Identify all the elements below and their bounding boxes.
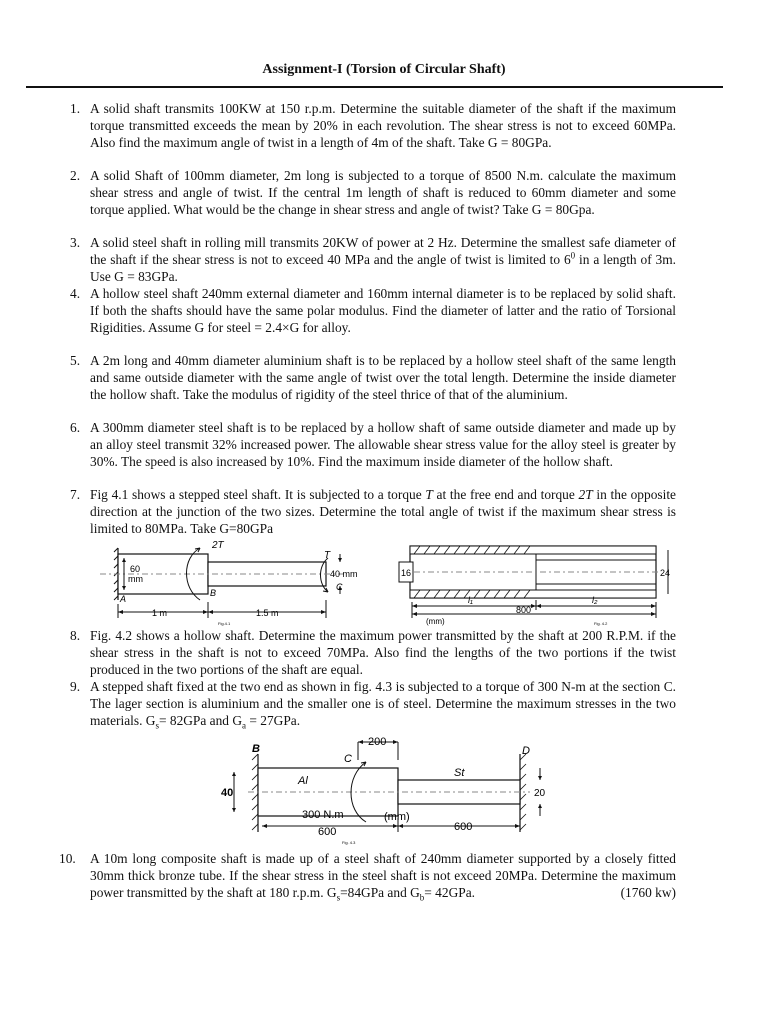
question-1	[70, 101, 676, 151]
aluminium-label: Al	[298, 775, 308, 787]
point-b-label: B	[210, 588, 217, 598]
diameter-40-label: 40	[221, 787, 234, 799]
question-text: A 10m long composite shaft is made up of a steel shaft of 240mm diameter supported by a closely fitted 30mm thick bronze tube. If the shear stress in the steel shaft is not exceed 20MPa. Determine the maximum power transmitted by the shaft at 180 r.p.m. G	[90, 851, 676, 900]
total-length-label: 800	[516, 605, 532, 615]
unit-label: (mm)	[384, 811, 410, 823]
subscript: s	[155, 720, 159, 731]
question-9	[70, 679, 676, 731]
question-text: in the opposite direction at the junction of the two sizes. Determine the total angle of twist if the maximum shear stress is limited to 80MPa. Take G=80GPa	[90, 487, 676, 536]
question-text: A 2m long and 40mm diameter aluminium shaft is to be replaced by a hollow steel shaft of the same length and same outside diameter with the same angle of twist over the total length. Determine the inside diameter the hollow shaft. Take the modulus of rigidity of the steel thrice of that of the aluminium.	[90, 353, 676, 402]
question-text: in a length of 3m. Use G = 83GPa.	[90, 251, 676, 284]
figure-caption: Fig. 4.2	[594, 621, 608, 626]
length-left-label: 600	[318, 826, 337, 838]
figure-caption: Fig.4.1	[218, 621, 231, 626]
question-number: 9.	[70, 679, 81, 694]
outer-diameter-label: 24	[660, 568, 671, 578]
question-text: A stepped shaft fixed at the two end as shown in fig. 4.3 is subjected to a torque of 300 N-m at the section C. The lager section is aluminium and the smaller one is of steel. Determine the maximum stresses in the two materials. G	[90, 679, 676, 728]
steel-label: St	[454, 767, 465, 779]
question-text: =84GPa and G	[340, 884, 420, 900]
question-text: = 82GPa and G	[158, 712, 243, 728]
length-l1-label: l₁	[468, 595, 473, 605]
question-2	[70, 168, 676, 218]
question-number: 10.	[59, 851, 76, 866]
subscript: s	[336, 892, 341, 903]
page-title: Assignment-I (Torsion of Circular Shaft)	[262, 62, 506, 77]
question-number: 6.	[70, 420, 81, 435]
question-3	[70, 235, 676, 285]
torque-2t-label: 2T	[212, 540, 224, 551]
inner-diameter-label: 16	[401, 568, 412, 578]
torque-label: 300 N.m	[302, 809, 344, 821]
question-text: Fig 4.1 shows a stepped steel shaft. It is subjected to a torque	[90, 487, 426, 502]
subscript: b	[419, 892, 425, 903]
torque-symbol: T	[425, 487, 433, 502]
figure-caption: Fig. 4.3	[342, 840, 356, 845]
question-text: A solid steel shaft in rolling mill transmits 20KW of power at 2 Hz. Determine the smallest safe diameter of the shaft if the shear stress is not to exceed 40 MPa and the angle of twist is limited to 6	[90, 235, 676, 267]
question-text: A solid Shaft of 100mm diameter, 2m long is subjected to a torque of 8500 N.m. calculate the maximum shear stress and angle of twist. If the central 1m length of shaft is reduced to 60mm diameter and some torque applied. What would be the change in shear stress and angle of twist? Take G = 80Gpa.	[90, 168, 676, 217]
point-c-label: C	[344, 753, 352, 765]
point-a-label: A	[120, 594, 127, 604]
subscript: a	[242, 720, 247, 731]
torque-t-label: T	[324, 550, 331, 561]
length-l2-label: l₂	[592, 595, 598, 605]
question-number: 1.	[70, 101, 81, 116]
question-number: 5.	[70, 353, 81, 368]
question-number: 2.	[70, 168, 81, 183]
question-text: A solid shaft transmits 100KW at 150 r.p.m. Determine the suitable diameter of the shaft if the maximum torque transmitted exceeds the mean by 20% in each revolution. The shear stress is not to exceed 60MPa. Also find the maximum angle of twist in a length of 4m of the shaft. Take G = 80GPa.	[90, 101, 676, 150]
length-2-label: 1.5 m	[256, 608, 279, 618]
diameter-large-label: 60	[130, 564, 141, 574]
figure-4-1	[96, 540, 368, 626]
figure-4-2	[396, 540, 676, 626]
question-text: Fig. 4.2 shows a hollow shaft. Determine the maximum power transmitted by the shaft at 200 R.P.M. if the shear stress in the shaft is not to exceed 70MPa. Also find the lengths of the two portions if the twist produced in the two portions of the shaft are equal.	[90, 628, 676, 677]
diameter-unit-label: mm	[128, 574, 143, 584]
diameter-small-label: 40 mm	[330, 569, 358, 579]
length-right-label: 600	[454, 821, 473, 833]
point-c-label: C	[336, 582, 343, 592]
question-text: A 300mm diameter steel shaft is to be replaced by a hollow shaft of same outside diameter and made up by an alloy steel transmit 32% increased power. The allowable shear stress value for the alloy steel is greater by 30%. The speed is also increased by 10%. Find the maximum inside diameter of the hollow shaft.	[90, 420, 676, 469]
point-d-label: D	[522, 745, 530, 757]
question-8	[70, 628, 676, 678]
question-text: = 27GPa.	[246, 712, 301, 728]
degree-superscript: 0	[570, 250, 576, 261]
question-text: = 42GPa.	[424, 884, 475, 900]
answer-text: (1760 kw)	[620, 884, 676, 900]
question-number: 4.	[70, 286, 81, 301]
question-text: A hollow steel shaft 240mm external diameter and 160mm internal diameter is to be replaced by solid shaft. If both the shafts should have the same polar modulus. Find the diameter of latter and the ratio of Torsional Rigidities. Assume G for steel = 2.4×G for alloy.	[90, 286, 676, 335]
figure-4-3	[218, 732, 556, 846]
point-b-label: B	[252, 743, 260, 755]
torque-symbol: 2T	[578, 487, 593, 502]
question-4	[70, 286, 676, 336]
question-5	[70, 353, 676, 403]
question-number: 7.	[70, 487, 81, 502]
question-number: 3.	[70, 235, 81, 250]
question-number: 8.	[70, 628, 81, 643]
question-10	[59, 851, 676, 903]
unit-label: (mm)	[426, 617, 445, 626]
question-7	[70, 487, 676, 537]
question-6	[70, 420, 676, 470]
diameter-20-label: 20	[534, 788, 546, 799]
title-rule	[26, 86, 723, 88]
dimension-200-label: 200	[368, 736, 387, 748]
length-1-label: 1 m	[152, 608, 168, 618]
question-text: at the free end and torque	[432, 487, 579, 502]
